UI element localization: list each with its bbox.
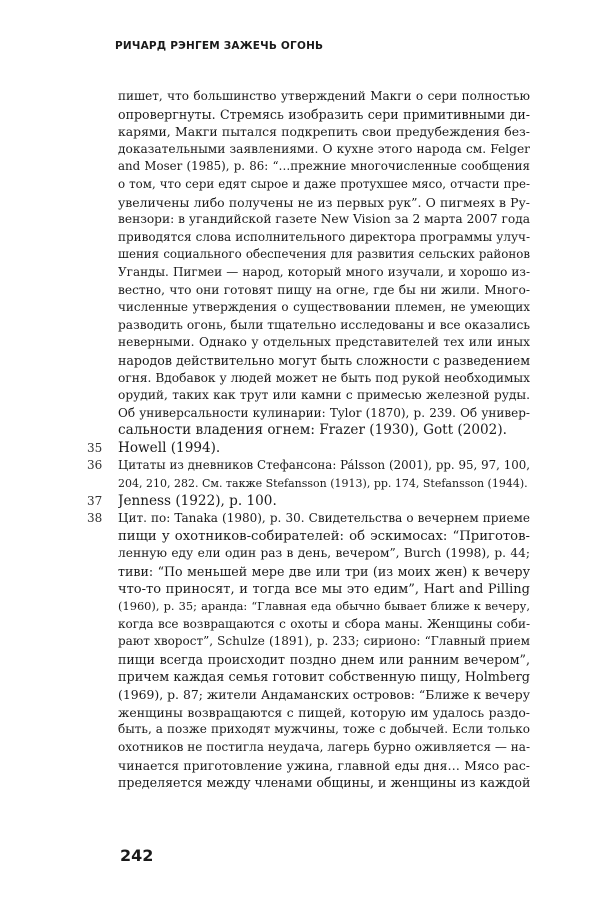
footnote-line: причем каждая семья готовит собственную пищу, Holmberg [118,669,530,685]
footnote-line: огня. Вдобавок у людей может не быть под рукой необходимых [118,370,530,385]
footnote-line: когда все возвращаются с охоты и сбора маны. Женщины соби- [118,616,530,631]
footnote [118,88,530,440]
footnote-line: пределяется между членами общины, и женщины из каждой [118,775,530,791]
footnote-line: женщины возвращаются с пищей, которую им удалось раздо- [118,704,530,720]
footnote-line: охотников не постигла неудача, лагерь бурно оживляется — на- [118,739,530,754]
header-title: ЗАЖЕЧЬ ОГОНЬ [223,40,324,52]
footnote-line: неверными. Однако у отдельных представителей тех или иных [118,335,530,350]
footnote-line: сальности владения огнем: Frazer (1930), Gott (2002). [118,422,507,439]
footnote-number: 35 [87,440,103,455]
footnote-line: Уганды. Пигмеи — народ, который много изучали, и хорошо из- [118,264,530,279]
footnote-line: ленную еду ели один раз в день, вечером”, Burch (1998), p. 44; [118,546,530,561]
footnote-line: пишет, что большинство утверждений Макги о сери полностью [118,89,530,103]
footnote-number: 37 [87,493,103,508]
footnote-line: шения социального обеспечения для развития сельских районов [118,247,530,262]
footnote-line: что-то приносят, и тогда все мы это едим”, Hart and Pilling [118,581,530,597]
footnote [87,439,530,458]
header-author: РИЧАРД РЭНГЕМ [115,40,220,52]
footnote-line: Jenness (1922), p. 100. [118,492,277,509]
footnote-line: пищи всегда происходит поздно днем или ранним вечером”, [118,652,530,667]
footnote-line: 204, 210, 282. См. также Stefansson (1913), pp. 174, Stefansson (1944). [118,477,528,491]
footnote-line: Цитаты из дневников Стефансона: Pálsson (2001), pp. 95, 97, 100, [118,458,530,473]
footnote-line: Howell (1994). [118,439,221,456]
footnote-line: and Moser (1985), p. 86: “…прежние многочисленные сообщения [118,159,530,174]
footnote-line: (1969), p. 87; жители Андаманских островов: “Ближе к вечеру [118,687,530,703]
footnote-line: народов действительно могут быть сложности с разведением [118,352,530,368]
footnote-line: о том, что сери едят сырое и даже протухшее мясо, отчасти пре- [118,176,530,191]
footnote [87,457,530,492]
footnote-line: опровергнуты. Стремясь изобразить сери примитивными ди- [118,106,530,122]
page-number: 242 [120,846,154,865]
footnote [87,510,530,792]
footnote-number: 36 [87,458,103,473]
footnote-line: вензори: в угандийской газете New Vision за 2 марта 2007 года [118,212,530,227]
footnote-line: Цит. по: Tanaka (1980), p. 30. Свидетельства о вечернем приеме [118,511,530,526]
footnote-line: численные утверждения о существовании племен, не умеющих [118,300,530,315]
footnote-line: тиви: “По меньшей мере две или три (из моих жен) к вечеру [118,564,530,580]
footnote-line: быть, а позже приходят мужчины, тоже с добычей. Если только [118,722,530,737]
footnote-line: разводить огонь, были тщательно исследованы и все оказались [118,317,530,332]
footnote-line: рают хворост”, Schulze (1891), p. 233; сирионо: “Главный прием [118,634,530,649]
footnote-line: карями, Макги пытался подкрепить свои предубеждения без- [118,124,530,140]
footnote-line: доказательными заявлениями. О кухне этого народа см. Felger [118,141,530,156]
footnote-line: (1960), p. 35; аранда: “Главная еда обычно бывает ближе к вечеру, [118,599,530,614]
footnote [87,492,530,511]
footnote-line: вестно, что они готовят пищу на огне, где бы ни жили. Много- [118,282,530,297]
footnote-number: 38 [87,511,103,526]
footnote-line: Об универсальности кулинарии: Tylor (1870), p. 239. Об универ- [118,405,530,420]
footnote-line: увеличены либо получены не из первых рук”. О пигмеях в Ру- [118,194,530,210]
footnote-line: орудий, таких как трут или камни с примесью железной руды. [118,388,530,403]
footnote-line: приводятся слова исполнительного директора программы улуч- [118,229,530,244]
running-header [115,40,323,52]
footnote-line: чинается приготовление ужина, главной еды дня… Мясо рас- [118,757,530,773]
footnotes [87,88,530,792]
footnote-line: пищи у охотников-собирателей: об эскимосах: “Приготов- [118,528,530,544]
